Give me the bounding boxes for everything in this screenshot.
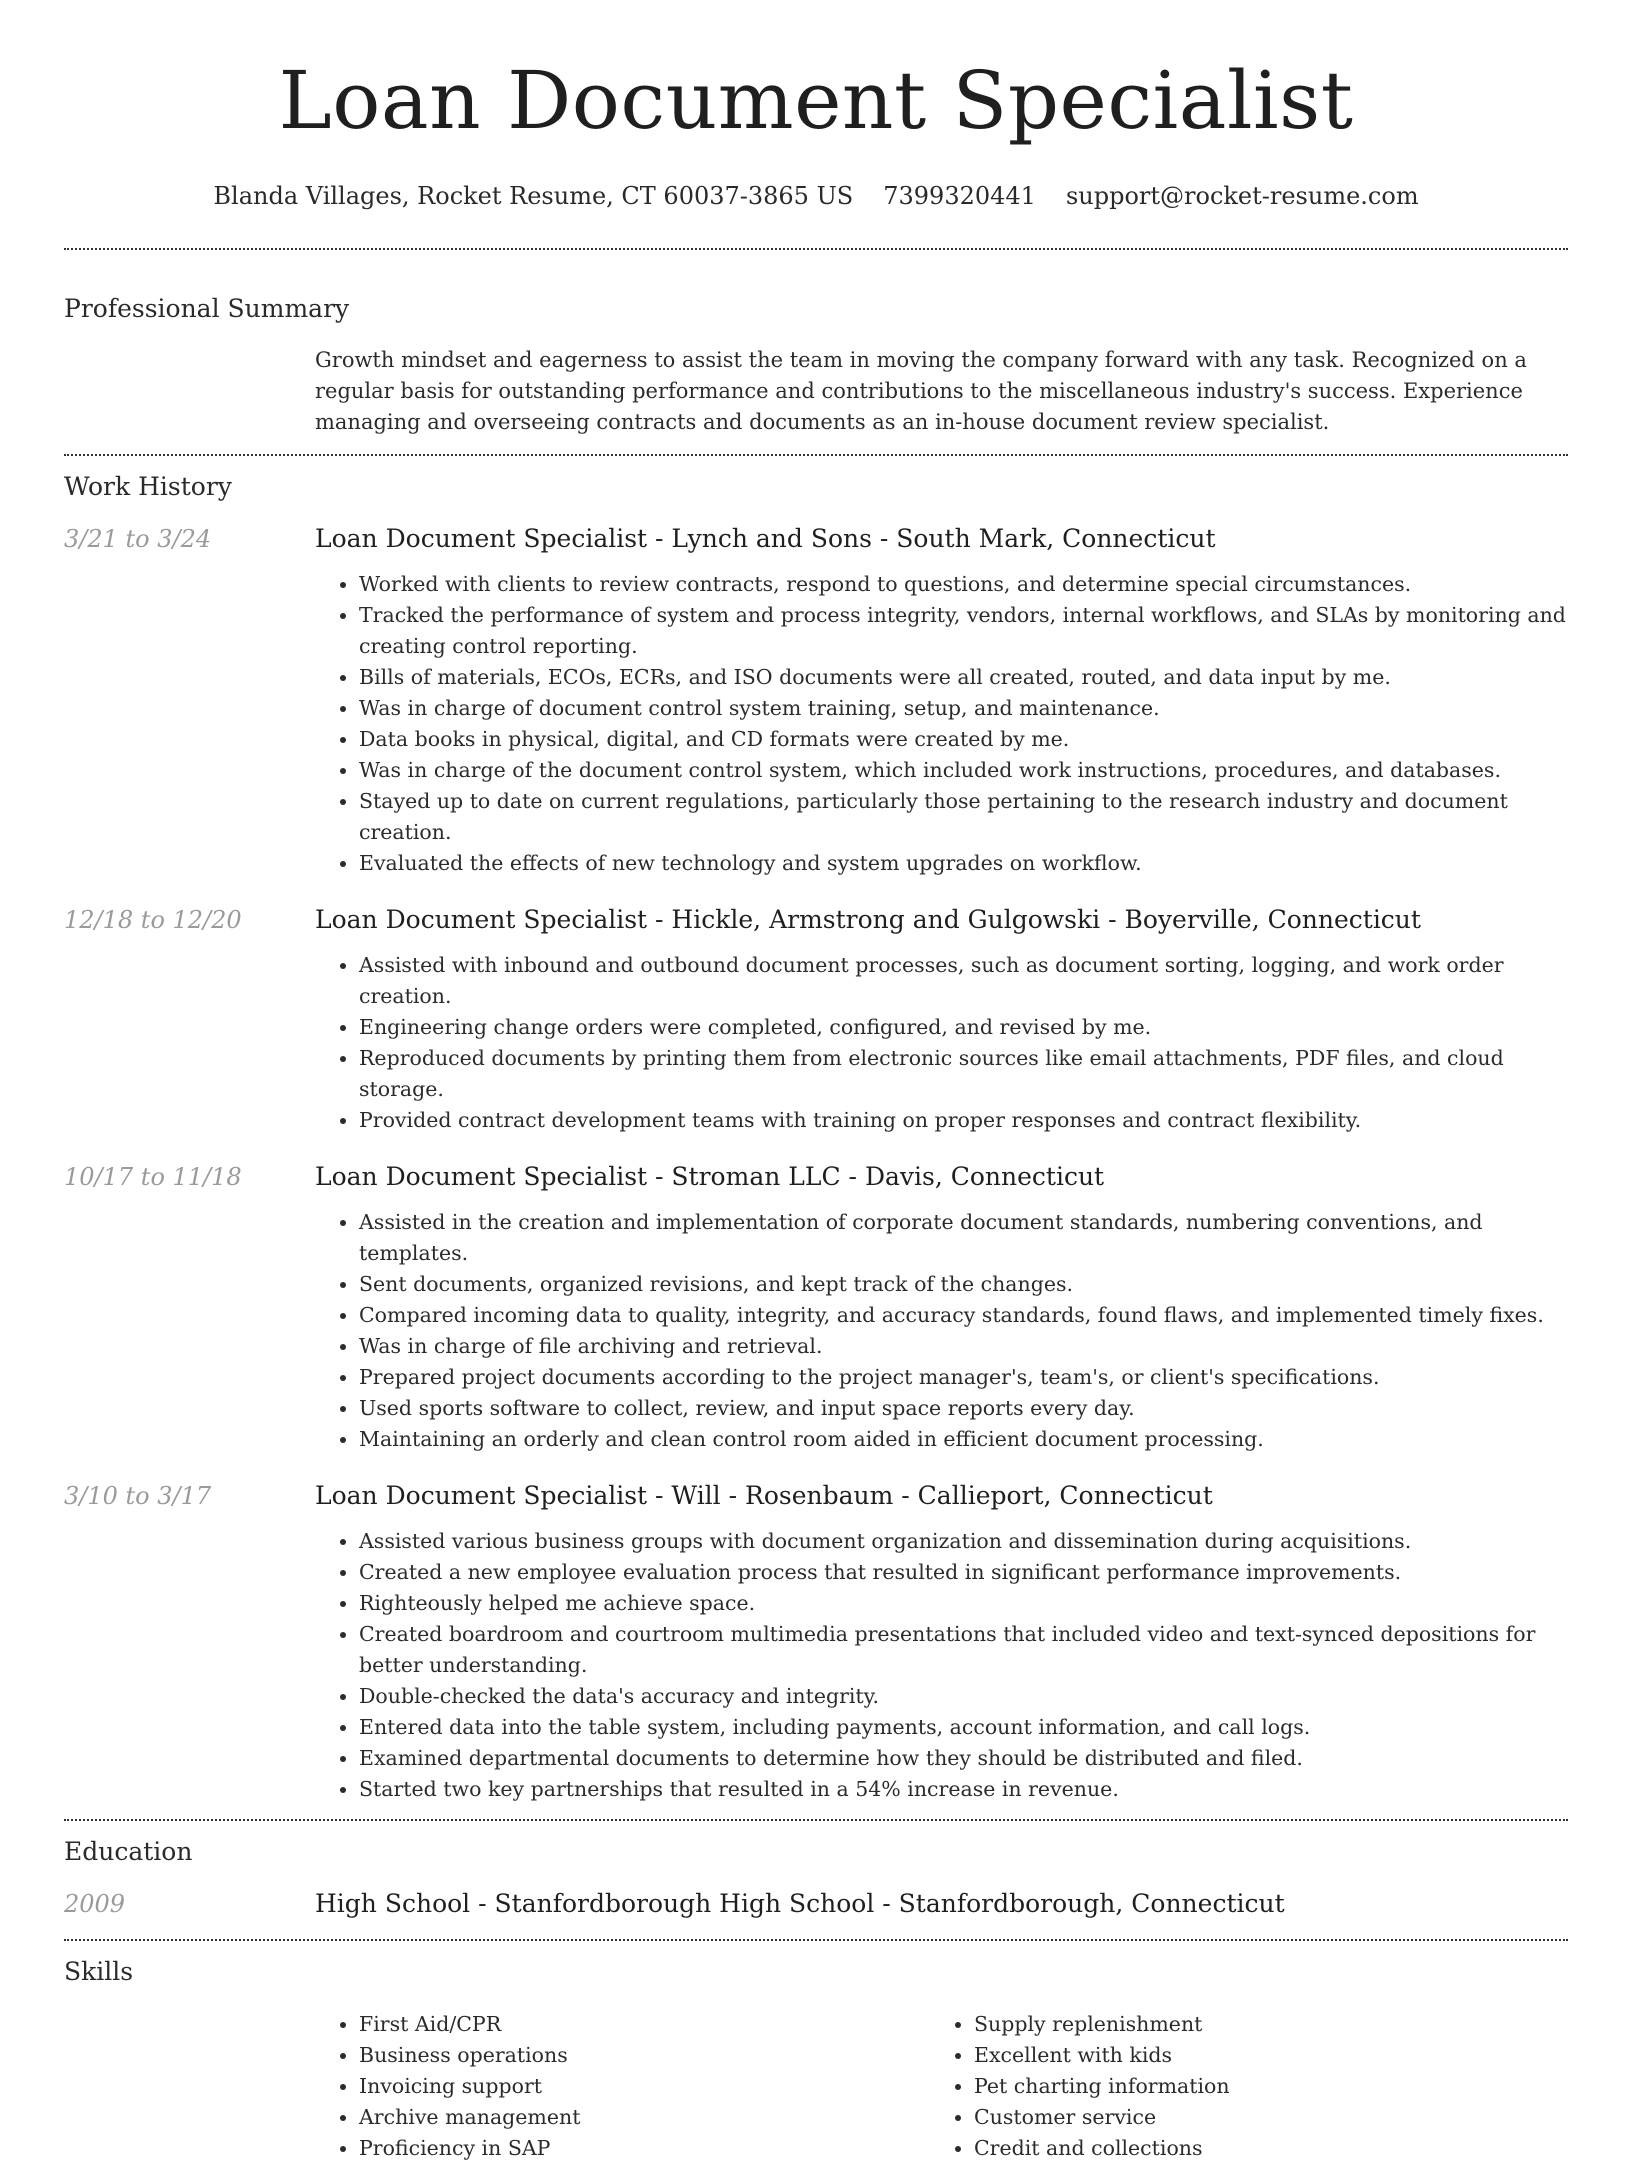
section-divider [64, 1819, 1568, 1821]
job-entry [64, 903, 1568, 1136]
job-bullet: • Sent documents, organized revisions, and kept track of the changes. [359, 1269, 1568, 1300]
job-bullet: • Maintaining an orderly and clean control room aided in efficient document processing. [359, 1424, 1568, 1455]
job-bullet: • Assisted in the creation and implementation of corporate document standards, numbering conventions, and templates. [359, 1207, 1568, 1269]
job-dates: 3/10 to 3/17 [64, 1482, 212, 1510]
section-divider [64, 454, 1568, 456]
job-bullets [315, 569, 1568, 879]
skill-item: • Invoicing support [359, 2071, 930, 2102]
job-bullet: • Assisted various business groups with document organization and dissemination during acquisitions. [359, 1526, 1568, 1557]
job-title: Loan Document Specialist - Will - Rosenbaum - Callieport, Connecticut [315, 1481, 1213, 1510]
job-bullet: • Started two key partnerships that resulted in a 54% increase in revenue. [359, 1774, 1568, 1805]
job-entry [64, 1479, 1568, 1805]
job-bullet: • Provided contract development teams with training on proper responses and contract flexibility. [359, 1105, 1568, 1136]
skill-item: • Supply replenishment [974, 2009, 1545, 2040]
work-history-heading: Work History [64, 472, 232, 501]
job-bullet: • Data books in physical, digital, and CD formats were created by me. [359, 724, 1568, 755]
job-bullet: • Evaluated the effects of new technology and system upgrades on workflow. [359, 848, 1568, 879]
skills-column-left [315, 2009, 930, 2164]
skill-item: • Credit and collections [974, 2133, 1545, 2164]
contact-phone: 7399320441 [883, 182, 1036, 210]
skills-list [315, 2009, 1568, 2164]
job-entry [64, 1160, 1568, 1455]
job-dates: 12/18 to 12/20 [64, 906, 242, 934]
job-bullet: • Used sports software to collect, review, and input space reports every day. [359, 1393, 1568, 1424]
job-bullet: • Righteously helped me achieve space. [359, 1588, 1568, 1619]
skill-item: • Customer service [974, 2102, 1545, 2133]
job-bullets [315, 1526, 1568, 1805]
section-divider [64, 1939, 1568, 1941]
skill-item: • Archive management [359, 2102, 930, 2133]
job-bullet: • Entered data into the table system, including payments, account information, and call logs. [359, 1712, 1568, 1743]
summary-heading: Professional Summary [64, 294, 350, 323]
education-entry [64, 1887, 1568, 1921]
section-divider [64, 248, 1568, 250]
job-bullet: • Bills of materials, ECOs, ECRs, and ISO documents were all created, routed, and data input by me. [359, 662, 1568, 693]
job-bullet: • Was in charge of document control system training, setup, and maintenance. [359, 693, 1568, 724]
job-dates: 3/21 to 3/24 [64, 525, 212, 553]
skills-heading: Skills [64, 1957, 134, 1986]
education-heading: Education [64, 1837, 193, 1866]
skill-item: • Pet charting information [974, 2071, 1545, 2102]
education-year: 2009 [64, 1890, 126, 1918]
skill-item: • Excellent with kids [974, 2040, 1545, 2071]
job-bullet: • Examined departmental documents to determine how they should be distributed and filed. [359, 1743, 1568, 1774]
job-bullet: • Was in charge of file archiving and retrieval. [359, 1331, 1568, 1362]
job-bullet: • Reproduced documents by printing them from electronic sources like email attachments, PDF files, and cloud storage. [359, 1043, 1568, 1105]
job-bullet: • Engineering change orders were completed, configured, and revised by me. [359, 1012, 1568, 1043]
skill-item: • Business operations [359, 2040, 930, 2071]
job-bullet: • Tracked the performance of system and process integrity, vendors, internal workflows, and SLAs by monitoring and creating control reporting. [359, 600, 1568, 662]
job-bullet: • Compared incoming data to quality, integrity, and accuracy standards, found flaws, and implemented timely fixes. [359, 1300, 1568, 1331]
job-bullet: • Double-checked the data's accuracy and integrity. [359, 1681, 1568, 1712]
skill-item: • First Aid/CPR [359, 2009, 930, 2040]
job-entry [64, 522, 1568, 879]
job-bullet: • Worked with clients to review contracts, respond to questions, and determine special circumstances. [359, 569, 1568, 600]
job-title: Loan Document Specialist - Stroman LLC - Davis, Connecticut [315, 1162, 1105, 1191]
contact-email: support@rocket-resume.com [1065, 182, 1419, 210]
job-dates: 10/17 to 11/18 [64, 1163, 242, 1191]
summary-text: Growth mindset and eagerness to assist the team in moving the company forward with any task. Recognized on a regular basis for outstanding performance and contributions to the miscellaneous industry's success. Experience managing and overseeing contracts and documents as an in-house document review specialist. [315, 348, 1527, 434]
job-bullet: • Created a new employee evaluation process that resulted in significant performance improvements. [359, 1557, 1568, 1588]
job-bullets [315, 950, 1568, 1136]
skill-item: • Proficiency in SAP [359, 2133, 930, 2164]
job-title: Loan Document Specialist - Hickle, Armstrong and Gulgowski - Boyerville, Connecticut [315, 905, 1421, 934]
contact-line [64, 180, 1568, 212]
job-title: Loan Document Specialist - Lynch and Sons - South Mark, Connecticut [315, 524, 1216, 553]
job-bullet: • Prepared project documents according to the project manager's, team's, or client's specifications. [359, 1362, 1568, 1393]
job-bullet: • Stayed up to date on current regulations, particularly those pertaining to the research industry and document creation. [359, 786, 1568, 848]
contact-address: Blanda Villages, Rocket Resume, CT 60037-3865 US [213, 182, 854, 210]
job-bullet: • Was in charge of the document control system, which included work instructions, procedures, and databases. [359, 755, 1568, 786]
page-title: Loan Document Specialist [278, 54, 1354, 147]
skills-column-right [930, 2009, 1545, 2164]
resume-page [64, 0, 1568, 2164]
job-bullet: • Created boardroom and courtroom multimedia presentations that included video and text-synced depositions for better understanding. [359, 1619, 1568, 1681]
education-title: High School - Stanfordborough High School - Stanfordborough, Connecticut [315, 1889, 1285, 1918]
job-bullet: • Assisted with inbound and outbound document processes, such as document sorting, logging, and work order creation. [359, 950, 1568, 1012]
job-bullets [315, 1207, 1568, 1455]
